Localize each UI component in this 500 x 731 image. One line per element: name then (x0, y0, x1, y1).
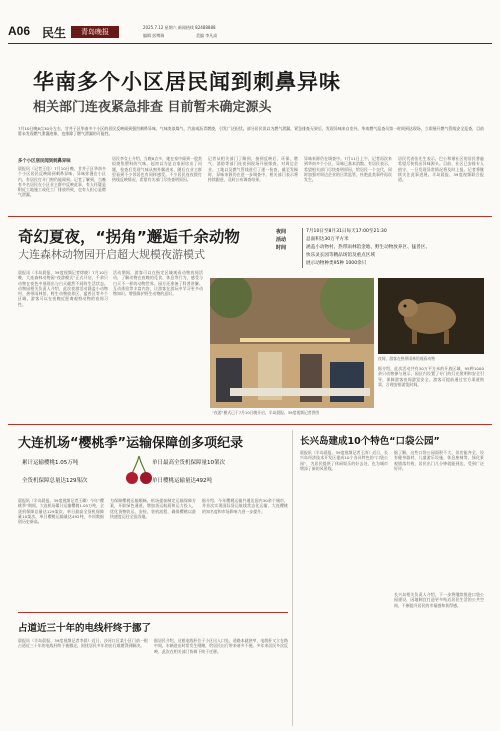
photo-caption-1: “夜游”模式已于7月10日晚开启，半岛晨报、39度视频记者供图 (212, 410, 320, 415)
airport-col-1: 晨报讯（半岛晨报、39度视频记者王璐）今年“樱桃季”期间，大连机场累计运输樱桃1.05万吨，全货机保障总量达129架次，单日最高全货机保障量10架次，单日樱桃运输量达492吨，多项数据创历史新高。 (18, 498, 104, 525)
feature-col-2: 活动期间，游客可以在指定区域观看动物夜间活动，了解动物在夜晚的觅食、休息等行为，感受与白天不一样的动物世界。园方还准备了科普讲解、互动体验等丰富内容，让游客在游玩中学习更多动物知识，增强保护野生动物的意识。 (113, 270, 203, 297)
airport-headline: 大连机场“樱桃季”运输保障创多项纪录 (18, 436, 244, 451)
section-divider-1 (8, 216, 492, 217)
parks-col-1: 晨报讯（半岛晨报、39度视频记者王涛）近日，长兴岛经济技术开发区建成10个各具特色的“口袋公园”，为居民提供了休闲娱乐的好去处，也为城市增添了新的风景线。 (300, 450, 388, 471)
designer-line: 美编 李凡高 (196, 33, 218, 38)
airport-stats (22, 452, 272, 494)
header-rule (8, 43, 492, 44)
animal-photo (378, 278, 484, 354)
stat-4: 单日樱桃运输量达492吨 (152, 478, 212, 484)
page-number: A06 (8, 24, 31, 38)
stat-1: 累计运输樱桃1.05万吨 (22, 460, 79, 466)
newspaper-logo: 青岛晚报 (71, 26, 119, 38)
stat-2: 单日最高全货机保障量10架次 (152, 460, 225, 466)
lead-col-1: 晨报讯（记者王佳）7月10日晚，甘井子区华南多个小区居民反映闻到刺鼻异味，异味弥漫在小区内，有居民打开门窗仍能闻到。记者了解到，当晚有多名居民在小区业主群中反映此事，有人怀疑是附近工地施工或化工厂排放所致，也有人担心是燃气泄漏。 (18, 166, 106, 198)
info-label-1: 夜间 (276, 229, 287, 235)
info-label-column (276, 228, 303, 268)
section-divider-3 (18, 612, 288, 613)
event-info-box (276, 224, 484, 272)
info-value-1: 7月10日至8月31日每天17:00至21:30 (306, 229, 387, 234)
info-value-column (306, 228, 484, 268)
lead-intro: 7月10日晚8点30分左右，甘井子区华南多个小区的居民反映闻到强烈刺鼻异味，气味类似煤气、汽油或沥青燃烧，引发广泛担忧。部分居民误以为燃气泄漏，紧急排查无果后，发现异味来自室外。华南燃气巡查员第一时间到达现场，立即展开燃气管线安全巡查，目前暂未发现燃气泄漏迹象，也排除了燃气泄漏的可能性。 (18, 126, 484, 137)
lead-sub-label: 多个小区居民闻到刺鼻异味 (18, 159, 71, 164)
editor-line: 编辑 彭博瑞 (143, 33, 165, 38)
lead-col-3: 记者从相关部门了解到，接到反映后，环保、燃气、消防等部门连夜到现场开展排查，对周边企业、工地以及燃气管线进行了逐一检查，截至发稿时，异味来源仍在进一步调查中，相关部门表示将持续跟进，及时公布调查结果。 (208, 156, 298, 183)
lead-subhead: 相关部门连夜紧急排查 目前暂未确定源头 (33, 100, 272, 115)
masthead (0, 0, 500, 44)
pole-headline: 占道近三十年的电线杆终于挪了 (18, 623, 152, 634)
feature-subhead: 大连森林动物园开启超大规模夜游模式 (18, 248, 205, 261)
airport-col-3: 据介绍，今年樱桃运输共通达国内30余个城市，并首次实现国际货运航线常态化运输，大连樱桃的知名度和市场影响力进一步提升。 (202, 498, 288, 514)
airport-col-2: 为保障樱桃运输顺畅，机场提前制定运输保障方案，开辟绿色通道，增加货运航班和运力投入，优化货物收运、安检、装机流程，确保樱桃以最快速度运往全国各地。 (110, 498, 196, 519)
info-value-3: 涵盖小动物村、热带雨林馆金地、野生动物放养区、猛兽区、 (306, 245, 431, 250)
lead-col-2: 居民李女士介绍，当晚8点多，她在家中闻到一股类似烧焦塑料的气味，起初以为是自家厨房出了问题，检查后发现气味从窗外飘进来，随后在业主群里看到不少邻居也有同样感受。不少居民连夜拨打热线反映情况，希望有关部门尽快查明原因。 (112, 156, 202, 183)
parks-col-3: 长兴岛相关负责人介绍，下一步将继续推进口袋公园建设，因地制宜打造更多贴近居民生活的公共空间，不断提升居民的幸福感和获得感。 (394, 592, 484, 608)
lead-headline: 华南多个小区居民闻到刺鼻异味 (33, 70, 341, 94)
info-value-5: 展示动物种类95种 1000余只 (306, 261, 367, 266)
parks-headline: 长兴岛建成10个特色“口袋公园” (300, 436, 440, 447)
parks-col-2: 据了解，这些口袋公园面积不大，但功能齐全，设有健身器材、儿童游乐设施、休息座椅等，绿化景观错落有致，居民出门几分钟就能到达，受到广泛好评。 (394, 450, 484, 471)
info-label-2: 活动 (276, 237, 287, 243)
stat-3: 全货机保障总量达129架次 (22, 478, 88, 484)
pole-col-1: 晨报讯（半岛晨报、39度视频记者李晨）近日，沙河口区某小区门前一根占道近三十年的电线杆终于被挪走，困扰居民多年的出行难题得到解决。 (18, 638, 148, 649)
pole-col-2: 据居民介绍，这根电线杆位于小区出入口处，道路本就狭窄，电线杆又立在路中间，车辆进出时常发生剐蹭，给居民出行带来诸多不便。多年来居民多次反映，此次在相关部门协调下终于迁移。 (154, 638, 288, 654)
night-zoo-photo (210, 278, 374, 408)
section-name: 民生 (42, 26, 67, 40)
info-label-3: 时间 (276, 245, 287, 251)
feature-col-3-text: 据介绍，此次活动共有30万平方米的开放区域，95种1000余只动物参与展示，园区内设置了专门的灯光照明和安全引导，保障游客夜间游览安全。游客可提前通过官方渠道购票，合理安排游览时间。 (378, 366, 484, 387)
date-line: 2025.7.12 星期六 新闻热线 82488888 (143, 25, 216, 30)
feature-col-1: 晨报讯（半岛晨报、39度视频记者徐晓）7月10日晚，大连森林动物园“夜游模式”正式开启，千余只动物在夜色中展现出与白天截然不同的生活状态。动物园相关负责人介绍，此次夜游活动涵盖小动物村、热带雨林馆、野生动物放养区、猛兽区等多个区域，游客可以在夜晚近距离观察动物的夜间习性。 (18, 270, 108, 307)
lead-col-5: 居民代表张先生表示，巴公和谐社区的居民普遍希望尽快找出异味源头。目前，社区已安排专人值守，一旦发现异常情况将及时上报。记者将继续关注此事进展。半岛晨报、39度视频联合报道。 (398, 156, 484, 183)
cherry-icon (126, 454, 152, 488)
photo-caption-2: 夜间，游客在热带雨林馆观看动物 (378, 356, 435, 361)
feature-headline: 奇幻夏夜，“拐角”邂逅千余动物 (18, 228, 240, 246)
section-divider-2 (8, 424, 492, 425)
info-value-2: 总面积达30万平方米 (306, 237, 349, 242)
night-zoo-photo-art (210, 278, 374, 408)
info-value-4: 快乐灵长园等精品场馆及重点区域 (306, 253, 375, 258)
lead-col-4: 异味来源仍在调查中。7月11日上午，记者再次来到华南多个小区，异味已基本消散。有居民表示，希望相关部门尽快查明原因，给居民一个交代，同时加强对周边企业的日常监管，杜绝此类事件再次发生。 (304, 156, 392, 183)
column-divider (292, 430, 293, 726)
animal-photo-art (378, 278, 484, 354)
